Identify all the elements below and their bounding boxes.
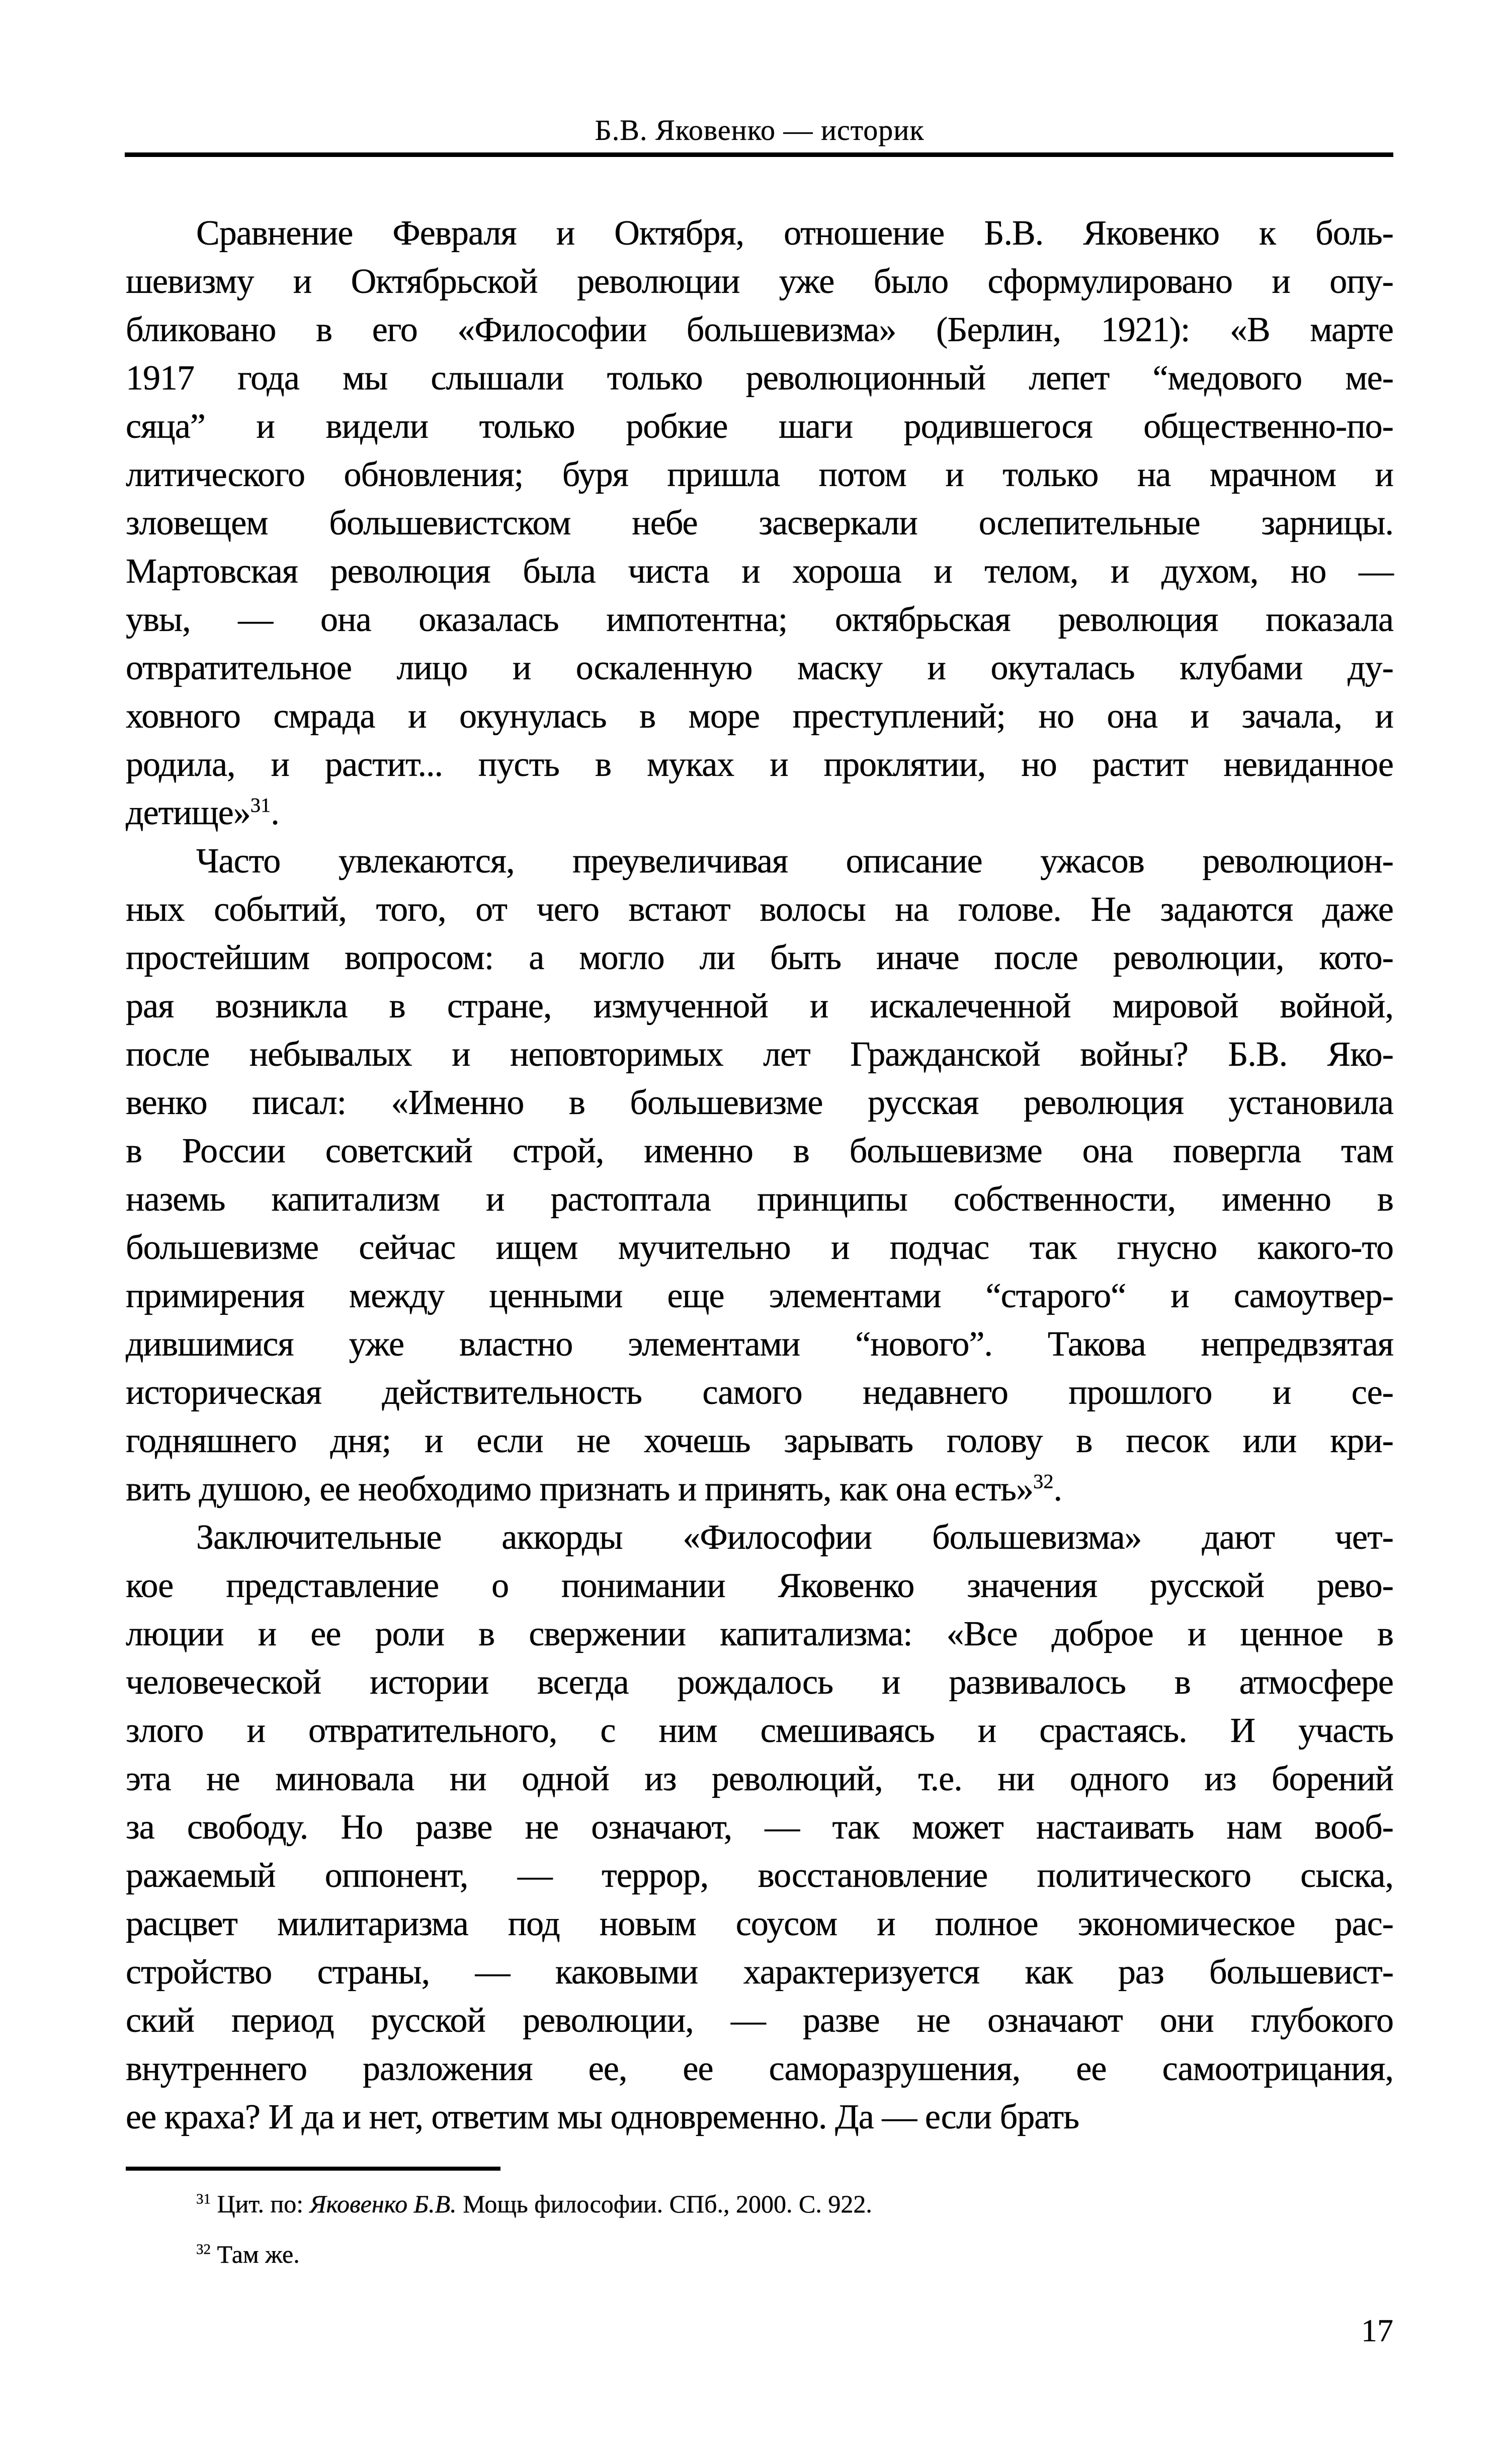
footnotes (126, 2179, 1393, 2279)
text-line: стройство страны, — каковыми характеризуется как раз большевист- (126, 1953, 1393, 1992)
text-line: человеческой истории всегда рождалось и развивалось в атмосфере (126, 1663, 1393, 1702)
body-text (126, 209, 1393, 2141)
page-number: 17 (1361, 2313, 1393, 2348)
text-line: эта не миновала ни одной из революций, т.е. ни одного из борений (126, 1760, 1393, 1798)
text-line: шевизму и Октябрьской революции уже было сформулировано и опу- (126, 262, 1393, 301)
footnote-marker: 31 (250, 793, 271, 817)
text-line: наземь капитализм и растоптала принципы собственности, именно в (126, 1180, 1393, 1219)
text-line: годняшнего дня; и если не хочешь зарывать голову в песок или кри- (126, 1421, 1393, 1460)
text-line: ховного смрада и окунулась в море преступлений; но она и зачала, и (126, 697, 1393, 736)
footnote-marker: 32 (196, 2241, 211, 2258)
text-line: за свободу. Но разве не означают, — так может настаивать нам вооб- (126, 1808, 1393, 1847)
footnote-marker: 32 (1033, 1470, 1054, 1493)
text-line: родила, и растит... пусть в муках и проклятии, но растит невиданное (126, 745, 1393, 784)
text-line: в России советский строй, именно в большевизме она повергла там (126, 1132, 1393, 1170)
text-line: большевизме сейчас ищем мучительно и подчас так гнусно какого-то (126, 1228, 1393, 1267)
text-line: историческая действительность самого недавнего прошлого и се- (126, 1373, 1393, 1412)
text-line: кое представление о понимании Яковенко значения русской рево- (126, 1566, 1393, 1605)
text-line: венко писал: «Именно в большевизме русская революция установила (126, 1083, 1393, 1122)
footnote-separator-rule (126, 2167, 500, 2171)
text-line: 1917 года мы слышали только революционный лепет “медового ме- (126, 359, 1393, 398)
text-line: ных событий, того, от чего встают волосы на голове. Не задаются даже (126, 890, 1393, 929)
text-line: Часто увлекаются, преувеличивая описание ужасов революцион- (196, 842, 1393, 881)
text-line: дившимися уже властно элементами “нового”. Такова непредвзятая (126, 1325, 1393, 1364)
text-line: ский период русской революции, — разве не означают они глубокого (126, 2001, 1393, 2040)
text-line: увы, — она оказалась импотентна; октябрьская революция показала (126, 600, 1393, 639)
text-line: ее краха? И да и нет, ответим мы одновременно. Да — если брать (126, 2098, 1079, 2136)
footnote-line: $^{32}$ Там же. (196, 2240, 300, 2268)
running-header: Б.В. Яковенко — историк (595, 114, 925, 146)
text-line: отвратительное лицо и оскаленную маску и окуталась клубами ду- (126, 649, 1393, 687)
text-line: Мартовская революция была чиста и хороша и телом, и духом, но — (126, 552, 1393, 591)
text-line: сяца” и видели только робкие шаги родившегося общественно-по- (126, 407, 1393, 446)
paragraph (126, 209, 1393, 837)
text-line: зловещем большевистском небе засверкали ослепительные зарницы. (126, 504, 1393, 542)
text-line: рая возникла в стране, измученной и искалеченной мировой войной, (126, 987, 1393, 1025)
text-line: злого и отвратительного, с ним смешиваясь и срастаясь. И участь (126, 1711, 1393, 1750)
text-line: простейшим вопросом: а могло ли быть иначе после революции, кото- (126, 938, 1393, 977)
paragraph (126, 1514, 1393, 2141)
text-line: ражаемый оппонент, — террор, восстановление политического сыска, (126, 1856, 1393, 1895)
text-line: бликовано в его «Философии большевизма» (Берлин, 1921): «В марте (126, 310, 1393, 349)
footnote-marker: 31 (196, 2191, 211, 2207)
text-line: внутреннего разложения ее, ее саморазрушения, ее самоотрицания, (126, 2049, 1393, 2088)
header-rule (125, 152, 1393, 157)
text-line: после небывалых и неповторимых лет Гражданской войны? Б.В. Яко- (126, 1035, 1393, 1074)
text-line: литического обновления; буря пришла потом и только на мрачном и (126, 455, 1393, 494)
text-line: детище»$^{31}$. (126, 793, 279, 832)
footnote-line: $^{31}$ Цит. по: Яковенко Б.В. Мощь философии. СПб., 2000. С. 922. (196, 2190, 872, 2218)
text-line: примирения между ценными еще элементами “старого“ и самоутвер- (126, 1277, 1393, 1315)
text-line: люции и ее роли в свержении капитализма: «Все доброе и ценное в (126, 1615, 1393, 1653)
paragraph (126, 837, 1393, 1514)
text-line: Заключительные аккорды «Философии большевизма» дают чет- (196, 1518, 1393, 1557)
text-line: вить душою, ее необходимо признать и принять, как она есть»$^{32}$. (126, 1470, 1062, 1508)
text-line: Сравнение Февраля и Октября, отношение Б.В. Яковенко к боль- (196, 214, 1393, 253)
text-line: расцвет милитаризма под новым соусом и полное экономическое рас- (126, 1904, 1393, 1943)
